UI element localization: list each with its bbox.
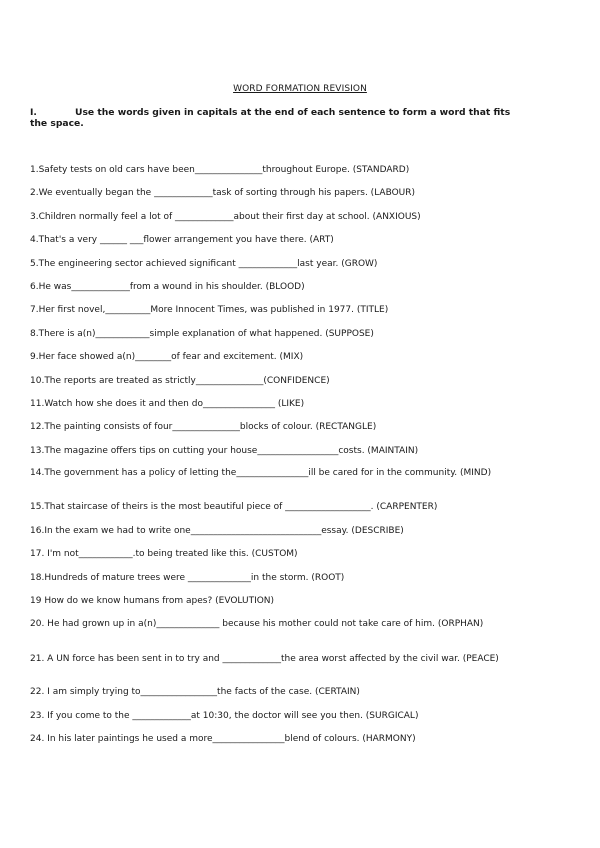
- question-19: 19 How do we know humans from apes? (EVOLUTION): [30, 596, 275, 606]
- question-10: 10.The reports are treated as strictly_______________(CONFIDENCE): [30, 376, 330, 386]
- question-20: 20. He had grown up in a(n)______________ because his mother could not take care of him. (ORPHAN): [30, 619, 484, 629]
- question-8: 8.There is a(n)____________simple explanation of what happened. (SUPPOSE): [30, 329, 374, 339]
- question-9: 9.Her face showed a(n)________of fear and excitement. (MIX): [30, 352, 304, 362]
- page-title: WORD FORMATION REVISION: [233, 84, 367, 94]
- question-21: 21. A UN force has been sent in to try and _____________the area worst affected by the civil war. (PEACE): [30, 654, 499, 664]
- question-1: 1.Safety tests on old cars have been_______________throughout Europe. (STANDARD): [30, 165, 410, 175]
- question-17: 17. I'm not____________.to being treated like this. (CUSTOM): [30, 549, 298, 559]
- question-16: 16.In the exam we had to write one_____________________________essay. (DESCRIBE): [30, 526, 404, 536]
- question-2: 2.We eventually began the _____________task of sorting through his papers. (LABOUR): [30, 188, 416, 198]
- question-15: 15.That staircase of theirs is the most beautiful piece of ___________________. (CARPENTER): [30, 502, 438, 512]
- question-12: 12.The painting consists of four_______________blocks of colour. (RECTANGLE): [30, 422, 377, 432]
- question-4: 4.That's a very ______ ___flower arrangement you have there. (ART): [30, 235, 334, 245]
- question-11: 11.Watch how she does it and then do________________ (LIKE): [30, 399, 305, 409]
- question-14: 14.The government has a policy of letting the________________ill be cared for in the community. (MIND): [30, 468, 492, 478]
- question-24: 24. In his later paintings he used a more________________blend of colours. (HARMONY): [30, 734, 416, 744]
- question-5: 5.The engineering sector achieved significant _____________last year. (GROW): [30, 259, 378, 269]
- question-7: 7.Her first novel,__________More Innocent Times, was published in 1977. (TITLE): [30, 305, 389, 315]
- instruction-number: I.: [30, 107, 37, 118]
- instruction: [30, 108, 520, 129]
- question-13: 13.The magazine offers tips on cutting your house__________________costs. (MAINTAIN): [30, 446, 419, 456]
- question-18: 18.Hundreds of mature trees were ______________in the storm. (ROOT): [30, 573, 345, 583]
- question-22: 22. I am simply trying to_________________the facts of the case. (CERTAIN): [30, 687, 360, 697]
- instruction-text: Use the words given in capitals at the end of each sentence to form a word that fits the space.: [30, 107, 511, 129]
- question-3: 3.Children normally feel a lot of _____________about their first day at school. (ANXIOUS): [30, 212, 421, 222]
- question-23: 23. If you come to the _____________at 10:30, the doctor will see you then. (SURGICAL): [30, 711, 419, 721]
- question-6: 6.He was_____________from a wound in his shoulder. (BLOOD): [30, 282, 305, 292]
